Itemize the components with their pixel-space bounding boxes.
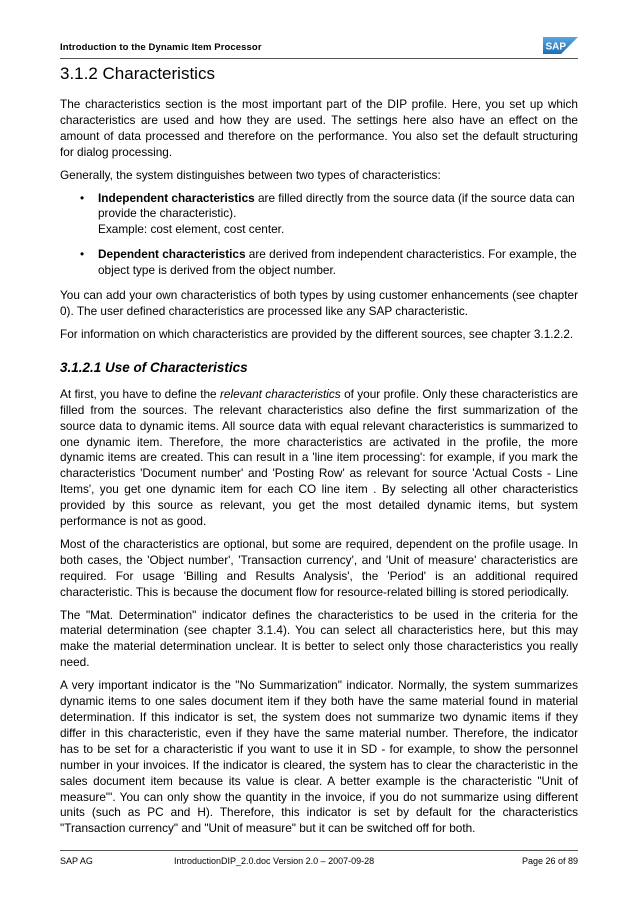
sap-logo-text: SAP [545,41,567,53]
list-item-term: Independent characteristics [98,190,255,205]
section-title: 3.1.2 Characteristics [60,64,215,83]
footer-company: SAP AG [60,856,93,866]
running-header-title: Introduction to the Dynamic Item Processor [60,42,262,53]
bullet-icon: • [80,190,85,205]
subsection-paragraph-1 [60,387,578,530]
page-content [60,63,578,844]
sap-logo [543,37,578,54]
subsection-paragraph-2: Most of the characteristics are optional, but some are required, dependent on the profile usage. In both cases, the 'Object number', 'Transaction currency', and 'Unit of measure' characteristics are required. For usage 'Billing and Results Analysis', the 'Period' is an additional required characteristic. This is because the document flow for resource-related billing is stored periodically. [60,536,578,599]
section-paragraph-4: For information on which characteristics are provided by the different sources, see chapter 3.1.2.2. [60,326,574,341]
subsection-title: 3.1.2.1 Use of Characteristics [60,359,248,375]
subsection-paragraph-1-rest: of your profile. Only these characteristics are filled from the sources. The relevant characteristics also define the first summarization of the source data to dynamic items. All source data with equal relevant characteristics is summarized to one dynamic item. Therefore, the more characteristics are activated in the profile, the more dynamic items are created. This can result in a 'line item processing': for example, if you mark the characteristics 'Document number' and 'Posting Row' as relevant for source 'Actual Costs - Line Items', you get one dynamic item for each CO line item . By selecting all other characteristics provided by this source as relevant, you get the most detailed dynamic items, but system performance is not as good. [60,386,579,529]
subsection-paragraph-3: The "Mat. Determination" indicator defines the characteristics to be used in the criteria for the material determination (see chapter 3.1.4). You can select all characteristics here, but this may make the material determination unclear. It is better to select only those characteristics you really need. [60,607,578,670]
subsection-paragraph-1-start: At first, you have to define the [60,386,220,401]
list-item [80,190,578,239]
header-divider [60,58,578,59]
subsection-paragraph-4: A very important indicator is the "No Summarization" indicator. Normally, the system summarizes dynamic items to one sales document item if they both have the same material found in material determination. If this indicator is set, the system does not summarize two dynamic items if they differ in this characteristic, even if they have the same material number. Therefore, the indicator has to be set for a characteristic if you want to use it in SD - for example, to show the personnel number in your invoices. If the indicator is cleared, the system has to clear the characteristic in the sales document item because its value is clear. A better example is the characteristic "Unit of measure"'. You can only show the quantity in the invoice, if you do not summarize using different units (such as PC and H). Therefore, this indicator is set by default for the characteristics "Transaction currency" and "Unit of measure" but it can be switched off for both. [60,678,578,836]
list-item-term: Dependent characteristics [98,247,246,262]
list-item-example: Example: cost element, cost center. [98,222,285,237]
list-item-text: are derived from independent characteristics. For example, the object type is derived from the object number. [98,247,577,278]
footer-document-info: IntroductionDIP_2.0.doc Version 2.0 – 2007-09-28 [174,856,375,866]
section-paragraph-2: Generally, the system distinguishes between two types of characteristics: [60,167,441,182]
section-paragraph-3: You can add your own characteristics of both types by using customer enhancements (see chapter 0). The user defined characteristics are processed like any SAP characteristic. [60,288,578,318]
list-item-text: are filled directly from the source data (if the source data can provide the characteristic). [98,190,575,221]
characteristics-type-list [60,191,578,280]
footer-divider [60,850,578,851]
footer-page-number: Page 26 of 89 [521,856,578,866]
section-paragraph-1: The characteristics section is the most important part of the DIP profile. Here, you set up which characteristics are used and how they are used. The settings here also have an effect on the amount of data processed and therefore on the performance. You also set the default structuring for dialog processing. [60,97,578,159]
bullet-icon: • [80,247,85,262]
list-item [80,247,578,279]
relevant-characteristics-emphasis: relevant characteristics [219,386,341,401]
